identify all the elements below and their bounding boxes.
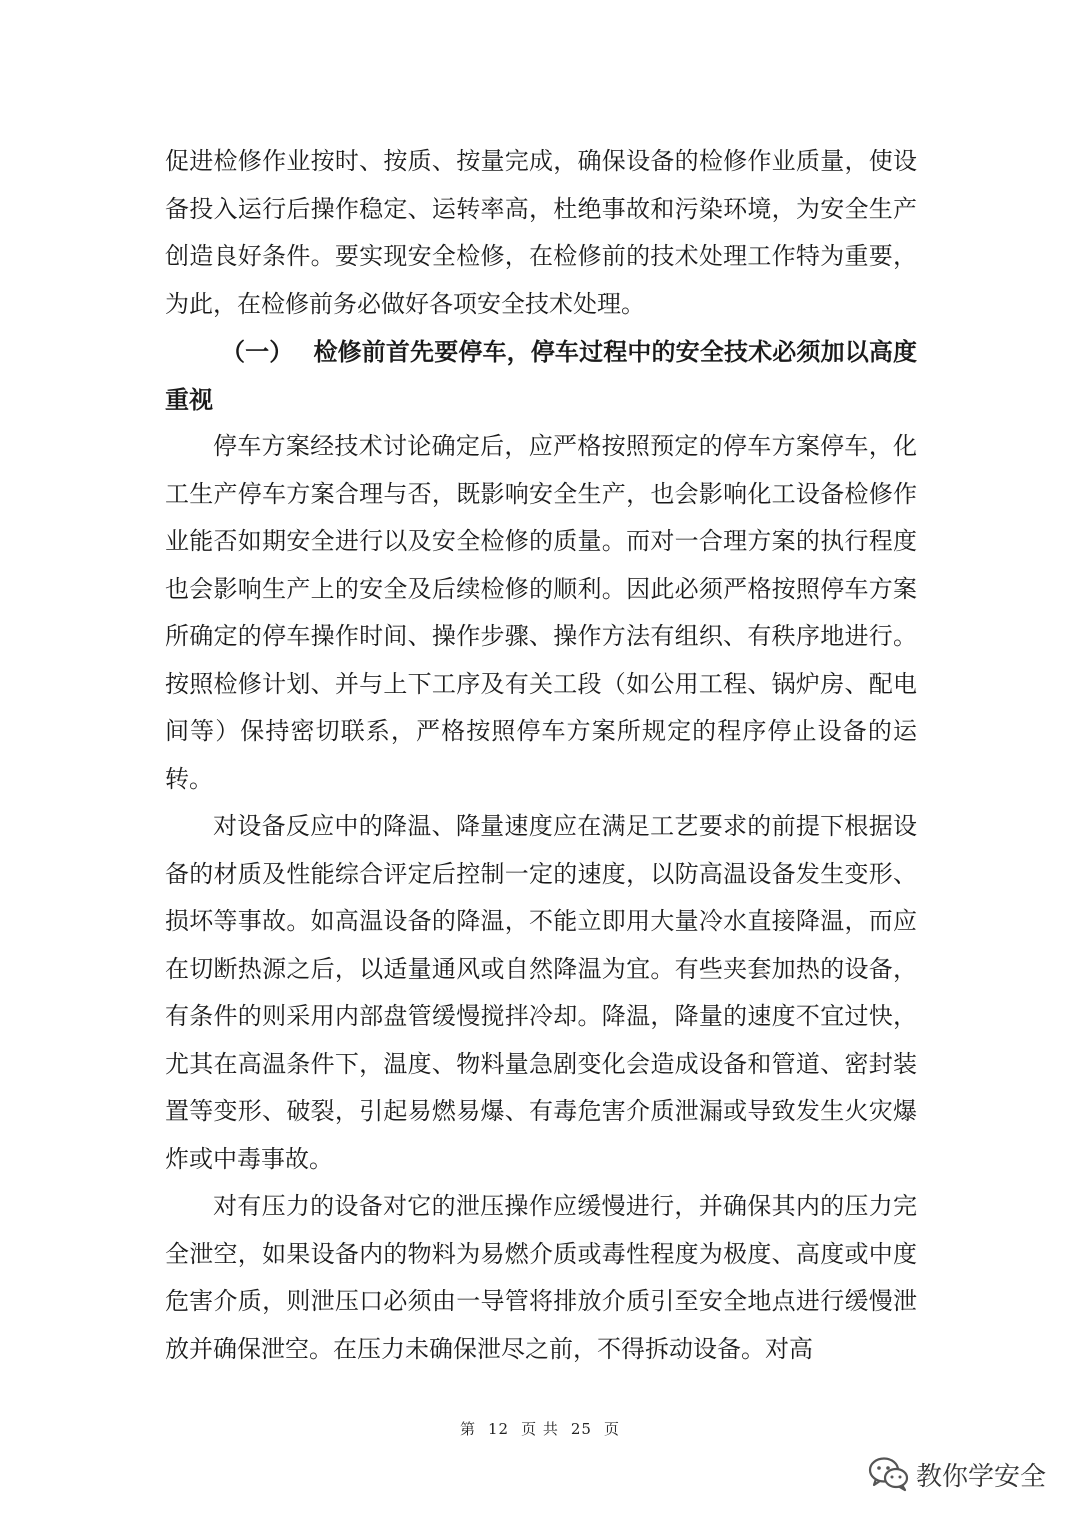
paragraph-1: 促进检修作业按时、按质、按量完成，确保设备的检修作业质量，使设备投入运行后操作稳定、运转率高，杜绝事故和污染环境，为安全生产创造良好条件。要实现安全检修，在检修前的技术处理工作特为重要，为此，在检修前务必做好各项安全技术处理。 xyxy=(165,147,917,318)
page-suffix: 页 xyxy=(603,1420,620,1438)
paragraph-2: 停车方案经技术讨论确定后，应严格按照预定的停车方案停车，化工生产停车方案合理与否，既影响安全生产，也会影响化工设备检修作业能否如期安全进行以及安全检修的质量。而对一合理方案的执行程度也会影响生产上的安全及后续检修的顺利。因此必须严格按照停车方案所确定的停车操作时间、操作步骤、操作方法有组织、有秩序地进行。按照检修计划、并与上下工序及有关工段（如公用工程、锅炉房、配电间等）保持密切联系，严格按照停车方案所规定的程序停止设备的运转。 xyxy=(165,432,917,793)
wechat-watermark xyxy=(868,1454,1046,1494)
page-mid: 页 共 xyxy=(521,1420,559,1438)
page-number-footer xyxy=(0,1418,1080,1439)
watermark-text: 教你学安全 xyxy=(915,1461,1046,1492)
section-heading xyxy=(165,328,917,423)
section-heading-number: （一） xyxy=(221,337,294,366)
page-prefix: 第 xyxy=(460,1420,477,1438)
wechat-icon xyxy=(868,1456,910,1492)
section-heading-text: 检修前首先要停车，停车过程中的安全技术必须加以高度重视 xyxy=(165,337,918,414)
page-total: 25 xyxy=(570,1420,592,1438)
paragraph-4: 对有压力的设备对它的泄压操作应缓慢进行，并确保其内的压力完全泄空，如果设备内的物料为易燃介质或毒性程度为极度、高度或中度危害介质，则泄压口必须由一导管将排放介质引至安全地点进行缓慢泄放并确保泄空。在压力未确保泄尽之前，不得拆动设备。对高 xyxy=(165,1192,917,1363)
document-body xyxy=(165,138,917,1373)
page-current: 12 xyxy=(488,1420,510,1438)
paragraph-3: 对设备反应中的降温、降量速度应在满足工艺要求的前提下根据设备的材质及性能综合评定后控制一定的速度，以防高温设备发生变形、损坏等事故。如高温设备的降温，不能立即用大量冷水直接降温，而应在切断热源之后，以适量通风或自然降温为宜。有些夹套加热的设备，有条件的则采用内部盘管缓慢搅拌冷却。降温，降量的速度不宜过快，尤其在高温条件下，温度、物料量急剧变化会造成设备和管道、密封装置等变形、破裂，引起易燃易爆、有毒危害介质泄漏或导致发生火灾爆炸或中毒事故。 xyxy=(165,812,917,1173)
